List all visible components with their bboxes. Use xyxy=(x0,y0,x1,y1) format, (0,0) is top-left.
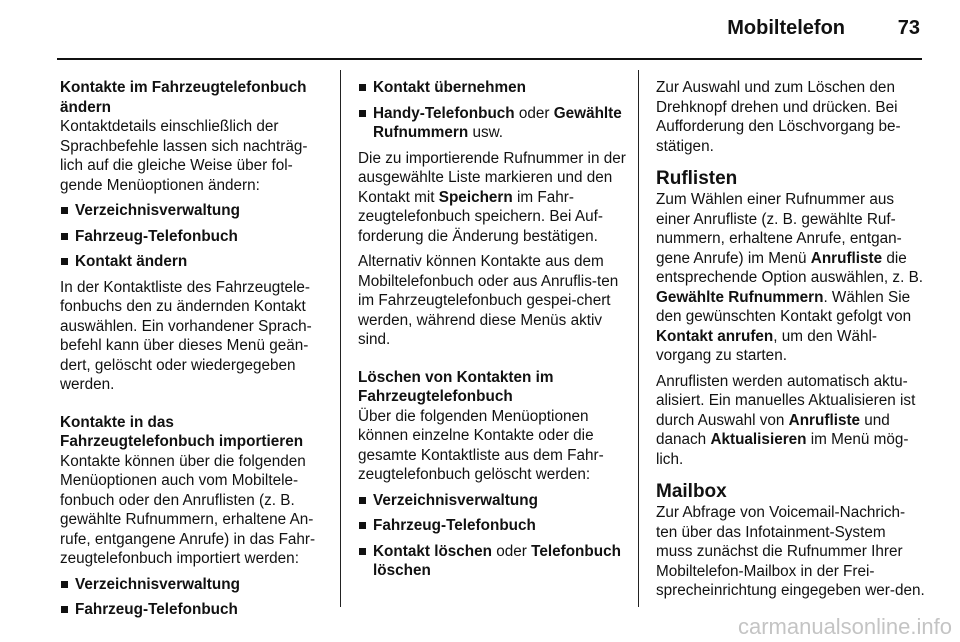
list-item: Kontakt übernehmen xyxy=(358,78,628,98)
section-heading: Mailbox xyxy=(656,481,727,502)
header-rule xyxy=(57,58,922,60)
paragraph: Die zu importierende Rufnummer in der ausgewählte Liste markieren und den Kontakt mit Speichern im Fahr-zeugtelefonbuch speichern. Bei Auf-forderung die Änderung bestätigen. xyxy=(358,149,626,245)
list-item: Verzeichnisverwaltung xyxy=(358,491,628,511)
column-divider xyxy=(638,70,639,607)
paragraph: In der Kontaktliste des Fahrzeugtele-fonbuchs den zu ändernden Kontakt auswählen. Ein vorhandener Sprach-befehl kann über dieses Menü geän-dert, gelöscht oder wiedergegeben werden. xyxy=(60,278,312,393)
page-number: 73 xyxy=(897,17,920,39)
list-item: Fahrzeug-Telefonbuch xyxy=(60,600,330,620)
section-heading: Ruflisten xyxy=(656,168,738,189)
menu-path-list xyxy=(60,575,330,620)
menu-path-list xyxy=(60,201,330,272)
paragraph: Zur Abfrage von Voicemail-Nachrich-ten über das Infotainment-System muss zunächst die Rufnummer Ihrer Mobiltelefon-Mailbox in der Frei-sprecheinrichtung eingegeben wer-den. xyxy=(656,504,925,599)
menu-path-list xyxy=(358,78,628,143)
column-1 xyxy=(60,78,330,620)
paragraph: Über die folgenden Menüoptionen können einzelne Kontakte oder die gesamte Kontaktliste aus dem Fahr-zeugtelefonbuch gelöscht werden: xyxy=(358,407,604,483)
column-divider xyxy=(340,70,341,607)
list-item: Verzeichnisverwaltung xyxy=(60,201,330,221)
paragraph: Kontaktdetails einschließlich der Sprachbefehle lassen sich nachträg-lich auf die gleiche Weise über fol-gende Menüoptionen ändern: xyxy=(60,118,308,194)
list-item: Verzeichnisverwaltung xyxy=(60,575,330,595)
paragraph: Kontakte können über die folgenden Menüoptionen auch vom Mobiltele-fonbuch oder den Anruflisten (z. B. gewählte Rufnummern, erhaltene An-rufe, entgangene Anrufe) in das Fahr-zeugtelefonbuch importiert werden: xyxy=(60,452,316,567)
paragraph: Alternativ können Kontakte aus dem Mobiltelefonbuch oder aus Anruflis-ten im Fahrzeugtelefonbuch gespei-chert werden, während diese Menüs aktiv sind. xyxy=(358,253,619,348)
list-item: Kontakt löschen oder Telefonbuch löschen xyxy=(358,542,628,581)
paragraph: Zur Auswahl und zum Löschen den Drehknopf drehen und drücken. Bei Aufforderung den Löschvorgang be-stätigen. xyxy=(656,79,901,155)
subheading: Kontakte im Fahrzeugtelefonbuch ändern xyxy=(60,79,307,116)
watermark: carmanualsonline.info xyxy=(737,614,952,639)
menu-path-list xyxy=(358,491,628,581)
subheading: Kontakte in das Fahrzeugtelefonbuch importieren xyxy=(60,413,304,450)
list-item: Handy-Telefonbuch oder Gewählte Rufnummern usw. xyxy=(358,104,628,143)
column-3 xyxy=(656,78,926,601)
paragraph: Zum Wählen einer Rufnummer aus einer Anrufliste (z. B. gewählte Ruf-nummern, erhaltene Anrufe, entgan-gene Anrufe) im Menü Anrufliste die entsprechende Option auswählen, z. B. Gewählte Rufnummern. Wählen Sie den gewünschten Kontakt gefolgt von Kontakt anrufen, um den Wähl-vorgang zu starten. xyxy=(656,191,924,364)
list-item: Fahrzeug-Telefonbuch xyxy=(358,516,628,536)
paragraph: Anruflisten werden automatisch aktu-alisiert. Ein manuelles Aktualisieren ist durch Auswahl von Anrufliste und danach Aktualisieren im Menü mög-lich. xyxy=(656,372,916,468)
column-2 xyxy=(358,78,628,581)
page-header-title: Mobiltelefon xyxy=(727,17,845,39)
list-item: Kontakt ändern xyxy=(60,252,330,272)
list-item: Fahrzeug-Telefonbuch xyxy=(60,227,330,247)
subheading: Löschen von Kontakten im Fahrzeugtelefonbuch xyxy=(358,368,554,405)
